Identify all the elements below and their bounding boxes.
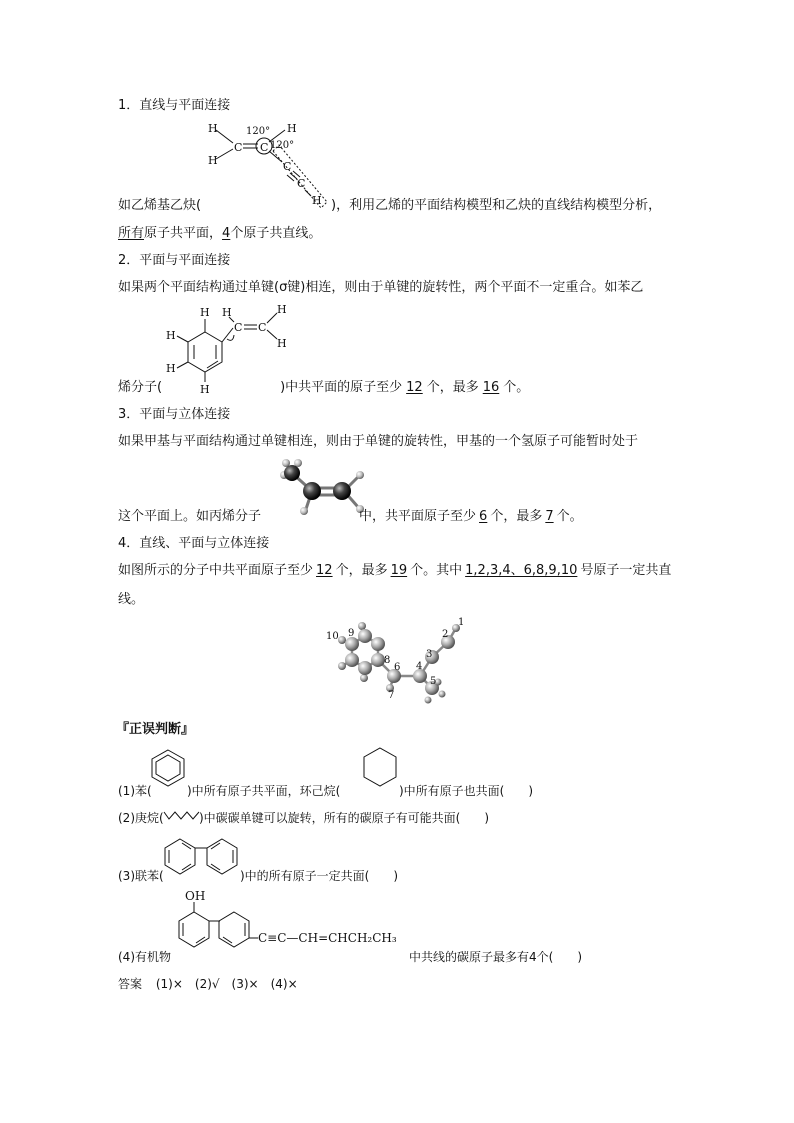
benzene-icon (148, 746, 188, 796)
answer-values: (1)× (2)√ (3)× (4)× (155, 977, 298, 991)
answer-blank: 6 (479, 509, 488, 524)
section-4-line-1: 如图所示的分子中共平面原子至少 12 个，最多 19 个。其中 1,2,3,4、6,8,9,10 号原子一定共直 (118, 563, 672, 578)
question-4a: (4)有机物 (118, 950, 171, 964)
fig-atom-c: C (297, 177, 306, 190)
fig-atom-h: H (166, 362, 176, 375)
section-1-line-1b: )，利用乙烯的平面结构模型和乙炔的直线结构模型分析， (331, 198, 662, 213)
side-chain-label: C≡C—CH=CHCH₂CH₃ (258, 931, 397, 945)
fig-atom-h: H (200, 306, 210, 319)
fig-atom-h: H (208, 154, 218, 167)
cyclohexane-icon (360, 744, 400, 794)
answer-blank: 12 (316, 563, 333, 578)
answer-blank: 19 (390, 563, 408, 578)
section-3-line-1: 如果甲基与平面结构通过单键相连，则由于单键的旋转性，甲基的一个氢原子可能暂时处于 (118, 434, 639, 449)
biphenyl-icon (160, 833, 244, 885)
atom-number-label: 8 (384, 655, 391, 666)
hydroxyl-label: OH (185, 889, 206, 903)
fig-angle: 120° (270, 140, 295, 151)
organic-compound-structure (172, 890, 412, 966)
heptane-zigzag-icon (163, 808, 203, 822)
answer-blank: 16 (482, 380, 500, 395)
atom-number-label: 7 (388, 690, 395, 701)
question-1a: (1)苯( (118, 784, 152, 798)
atom-number-label: 9 (348, 628, 355, 639)
section-4-line-2: 线。 (118, 592, 145, 607)
question-4b: 中共线的碳原子最多有4个( ) (409, 950, 582, 964)
answer-blank: 7 (545, 509, 554, 524)
answer-blank: 12 (406, 380, 423, 395)
fig-atom-h: H (287, 122, 297, 135)
section-1-line-1a: 如乙烯基乙炔( (118, 198, 202, 213)
judge-heading: 『正误判断』 (116, 722, 195, 737)
answer-blank: 所有 (118, 226, 145, 241)
atom-number-label: 4 (416, 661, 423, 672)
atom-number-label: 1 (458, 617, 465, 628)
fig-atom-c: C (234, 141, 243, 154)
answer-label: 答案 (118, 977, 143, 991)
question-2b: )中碳碳单键可以旋转，所有的碳原子有可能共面( ) (199, 811, 490, 825)
fig-atom-h: H (312, 194, 322, 207)
section-3-line-2: 这个平面上。如丙烯分子 中，共平面原子至少 6 个，最多 7 个。 (118, 509, 583, 524)
question-1c: )中所有原子也共面( ) (399, 784, 534, 798)
section-1-line-2: 所有原子共平面，4个原子共直线。 (118, 226, 322, 241)
section-1-heading: 1．直线与平面连接 (118, 98, 231, 113)
fig-atom-h: H (277, 303, 287, 316)
section-2-heading: 2．平面与平面连接 (118, 253, 231, 268)
atom-number-label: 5 (430, 676, 437, 687)
fig-angle: 120° (246, 126, 271, 137)
atom-number-label: 6 (394, 662, 401, 673)
fig-atom-c: C (258, 321, 267, 334)
question-3a: (3)联苯( (118, 869, 164, 883)
section-4-heading: 4．直线、平面与立体连接 (118, 536, 270, 551)
section-2-line-2: 烯分子( )中共平面的原子至少 12 个，最多 16 个。 (118, 380, 530, 395)
fig-atom-c: C (234, 321, 243, 334)
section-3-heading: 3．平面与立体连接 (118, 407, 231, 422)
question-1b: )中所有原子共平面，环己烷( (187, 784, 341, 798)
fig-atom-h: H (277, 337, 287, 350)
fig-atom-h: H (222, 306, 232, 319)
answer-blank: 4 (222, 226, 231, 241)
fig-atom-h: H (208, 122, 218, 135)
fig-atom-c: C (260, 141, 269, 154)
fig-atom-c: C (283, 160, 292, 173)
question-3b: )中的所有原子一定共面( ) (240, 869, 399, 883)
fig-atom-h: H (166, 329, 176, 342)
answer-blank: 1,2,3,4、6,8,9,10 (465, 563, 578, 578)
molecule-ball-model (320, 612, 480, 712)
vinylacetylene-structure (200, 118, 340, 213)
atom-number-label: 10 (326, 631, 339, 642)
section-2-line-1: 如果两个平面结构通过单键(σ键)相连，则由于单键的旋转性，两个平面不一定重合。如苯乙 (118, 280, 644, 295)
fig-atom-h: H (200, 383, 210, 396)
answer-line (118, 977, 298, 992)
atom-number-label: 3 (426, 649, 433, 660)
question-2a: (2)庚烷( (118, 811, 164, 825)
atom-number-label: 2 (442, 629, 449, 640)
